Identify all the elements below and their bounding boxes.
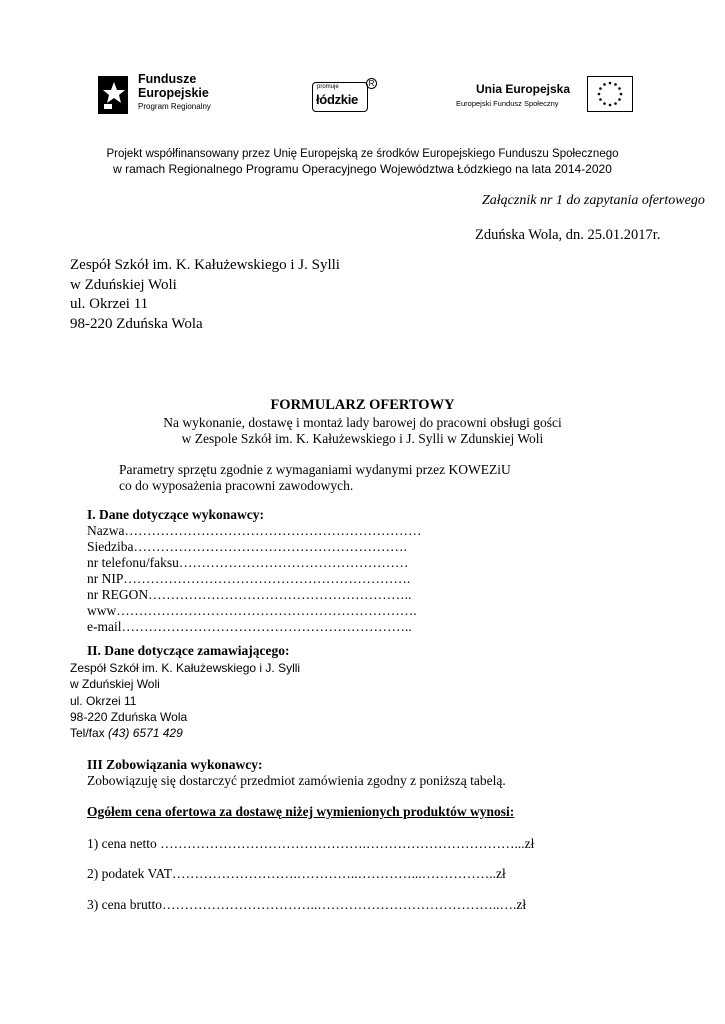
attachment-note: Załącznik nr 1 do zapytania ofertowego	[482, 193, 705, 208]
ue-name: Unia Europejska	[476, 82, 571, 96]
ue-fund: Europejski Fundusz Społeczny	[456, 99, 559, 108]
eu-star-icon	[614, 102, 617, 105]
section3-text: Zobowiązuję się dostarczyć przedmiot zamówienia zgodny z poniższą tabelą.	[87, 773, 506, 788]
eu-star-icon	[599, 98, 602, 101]
client-line: Zespół Szkół im. K. Kałużewskiego i J. Sylli	[70, 661, 301, 675]
gross-price-field: 3) cena brutto……………………………..…………………………………..….zł	[87, 897, 527, 912]
tel-value: (43) 6571 429	[108, 726, 183, 741]
registered-icon: R	[366, 78, 377, 89]
recipient-line: Zespół Szkół im. K. Kałużewskiego i J. Sylli	[70, 257, 340, 273]
recipient-line: ul. Okrzei 11	[70, 296, 149, 312]
place-date: Zduńska Wola, dn. 25.01.2017r.	[475, 227, 661, 243]
vat-field: 2) podatek VAT……………………….…………..…………...……………..zł	[87, 866, 506, 881]
fundusze-star-icon	[98, 72, 136, 116]
project-line2: w ramach Regionalnego Programu Operacyjnego Województwa Łódzkiego na lata 2014-2020	[113, 162, 612, 176]
client-tel	[70, 725, 300, 741]
params-line-2: co do wyposażenia pracowni zawodowych.	[119, 478, 354, 493]
lodzkie-name: łódzkie	[316, 92, 358, 107]
section1-heading: I. Dane dotyczące wykonawcy:	[87, 507, 264, 522]
recipient-block	[70, 256, 340, 334]
total-price-heading: Ogółem cena ofertowa za dostawę niżej wymienionych produktów wynosi:	[87, 804, 515, 819]
eu-star-icon	[603, 102, 606, 105]
recipient-line: 98-220 Zduńska Wola	[70, 315, 203, 332]
eu-star-icon	[618, 98, 621, 101]
contractor-address-field: Siedziba…………………………………………………….	[87, 539, 407, 554]
contractor-regon-field: nr REGON…………………………………………………..	[87, 587, 412, 602]
project-line1: Projekt współfinansowany przez Unię Europejską ze środków Europejskiego Funduszu Społecznego	[106, 148, 619, 160]
fundusze-line1: Fundusze	[138, 72, 197, 86]
recipient-line: w Zduńskiej Woli	[70, 276, 177, 293]
eu-star-icon	[609, 82, 612, 85]
lodzkie-logo	[312, 79, 375, 112]
contractor-www-field: www………………………………………………………….	[87, 603, 417, 618]
fundusze-line3: Program Regionalny	[138, 102, 211, 111]
contractor-email-field: e-mail………………………………………………………..	[87, 619, 412, 634]
eu-star-icon	[599, 87, 602, 90]
fundusze-line2: Europejskie	[138, 86, 209, 100]
form-subtitle-1: Na wykonanie, dostawę i montaż lady barowej do pracowni obsługi gości	[163, 415, 562, 430]
eu-flag-icon	[587, 76, 633, 112]
params-line-1: Parametry sprzętu zgodnie z wymaganiami wydanymi przez KOWEZiU	[119, 462, 511, 477]
eu-star-icon	[620, 93, 623, 96]
eu-star-icon	[603, 83, 606, 86]
tel-label: Tel/fax	[70, 726, 109, 741]
lodzkie-small: promuje	[317, 84, 339, 90]
net-price-field: 1) cena netto ……………………………………….……………………………...zł	[87, 836, 535, 851]
contractor-phone-field: nr telefonu/faksu……………………………………………	[87, 555, 409, 570]
eu-star-icon	[618, 87, 621, 90]
client-line: w Zduńskiej Woli	[70, 677, 160, 692]
section2-heading: II. Dane dotyczące zamawiającego:	[87, 643, 290, 658]
form-subtitle-2: w Zespole Szkół im. K. Kałużewskiego i J. Sylli w Zdunskiej Woli	[181, 431, 544, 446]
section-contractor	[87, 507, 421, 635]
section3-heading: III Zobowiązania wykonawcy:	[87, 757, 263, 772]
eu-star-icon	[598, 93, 601, 96]
client-line: 98-220 Zduńska Wola	[70, 709, 188, 724]
fundusze-europejskie-logo	[98, 72, 218, 116]
contractor-nip-field: nr NIP……………………………………………………….	[87, 571, 411, 586]
eu-star-icon	[614, 83, 617, 86]
contractor-name-field: Nazwa…………………………………………………………	[87, 523, 422, 538]
section-client	[70, 660, 300, 741]
eu-star-icon	[609, 104, 612, 107]
form-title: FORMULARZ OFERTOWY	[270, 397, 455, 413]
client-line: ul. Okrzei 11	[70, 693, 137, 708]
unia-europejska-logo	[456, 74, 632, 114]
